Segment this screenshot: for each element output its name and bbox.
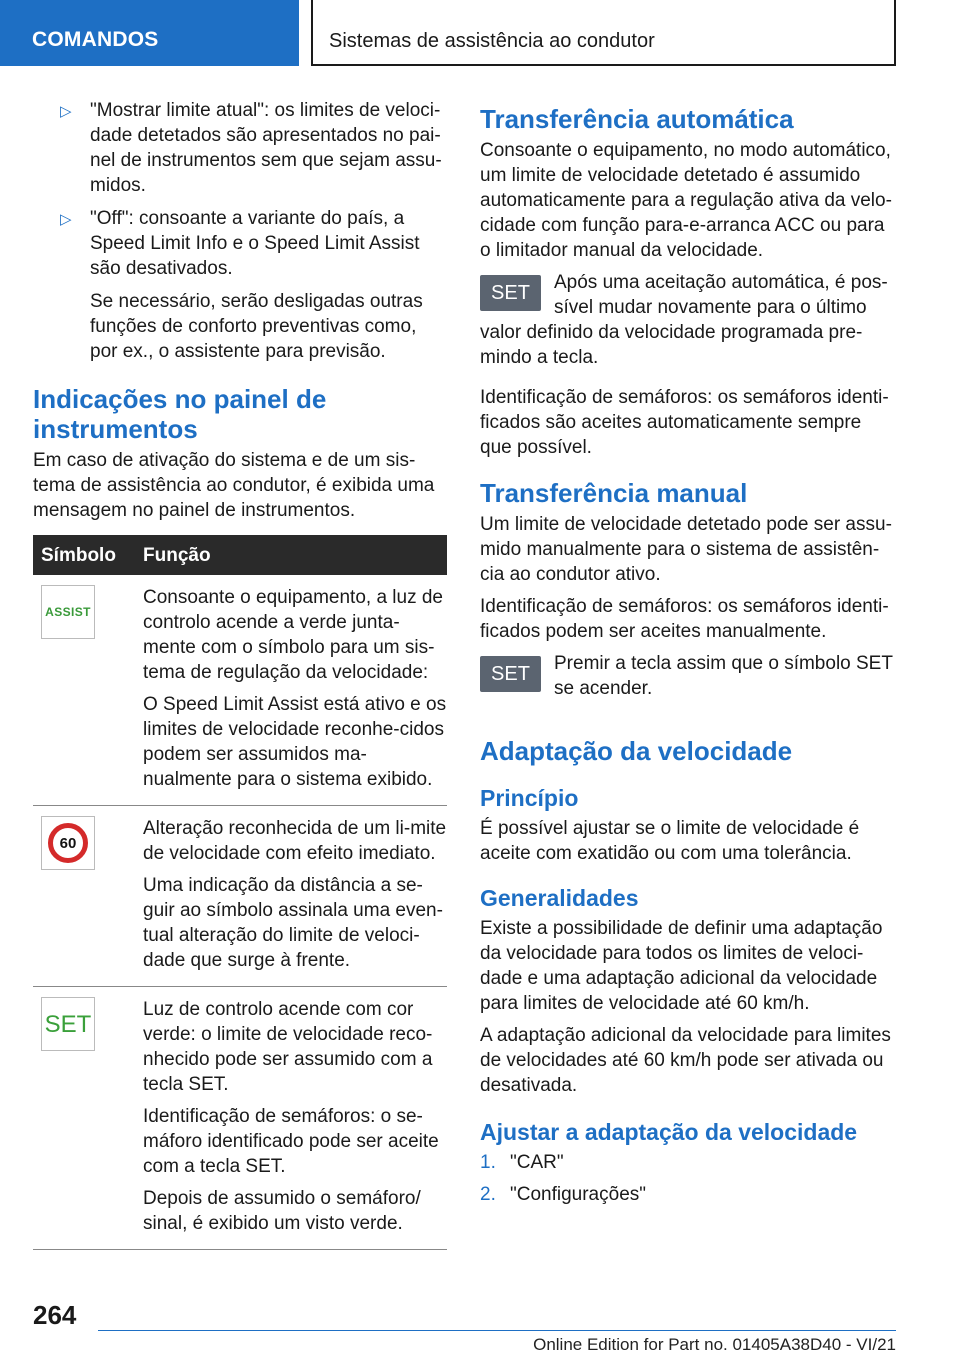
paragraph: Premir a tecla assim que o símbolo SET se acender. bbox=[554, 653, 893, 699]
symbol-table bbox=[33, 535, 447, 1250]
paragraph: Consoante o equipamento, no modo automático, um limite de velocidade detetado é assumido automaticamente para a regulação ativa da velo-cidade com função para-e-arranca ACC ou para o limitador manual da velocidade. bbox=[480, 140, 892, 261]
triangle-bullet-icon: ▷ bbox=[60, 103, 72, 120]
heading-auto-transfer: Transferência automática bbox=[480, 104, 794, 134]
heading-general: Generalidades bbox=[480, 885, 639, 911]
table-row bbox=[33, 806, 447, 987]
list-item bbox=[33, 98, 447, 198]
step-number: 2. bbox=[480, 1184, 496, 1205]
right-column bbox=[480, 98, 896, 1214]
table-row bbox=[33, 987, 447, 1250]
row-text: Alteração reconhecida de um li-mite de velocidade com efeito imediato. bbox=[143, 818, 447, 864]
page-number: 264 bbox=[33, 1300, 77, 1330]
paragraph: Um limite de velocidade detetado pode ser assu-mido manualmente para o sistema de assistên-cia ao condutor ativo. bbox=[480, 514, 892, 585]
row-text: O Speed Limit Assist está ativo e os limites de velocidade reconhe-cidos podem ser assumidos ma-nualmente para o sistema exibido. bbox=[143, 694, 447, 790]
paragraph: A adaptação adicional da velocidade para limites de velocidades até 60 km/h pode ser ativada ou desativada. bbox=[480, 1025, 891, 1096]
paragraph: Identificação de semáforos: os semáforos identi-ficados podem ser aceites manualmente. bbox=[480, 596, 889, 642]
row-text: Depois de assumido o semáforo/ sinal, é exibido um visto verde. bbox=[143, 1188, 421, 1234]
set-indicator-icon: SET bbox=[41, 997, 95, 1051]
heading-principle: Princípio bbox=[480, 785, 579, 811]
table-header-function: Função bbox=[143, 535, 447, 575]
section-heading: Indicações no painel de instrumentos bbox=[33, 384, 327, 444]
list-item bbox=[480, 1150, 896, 1175]
table-header-symbol: Símbolo bbox=[33, 535, 143, 575]
row-text: Consoante o equipamento, a luz de controlo acende a verde junta-mente com o símbolo para um sis-tema de regulação da velocidade: bbox=[143, 587, 443, 683]
row-text: Luz de controlo acende com cor verde: o limite de velocidade reco-nhecido pode ser assumido com a tecla SET. bbox=[143, 999, 433, 1095]
paragraph: Identificação de semáforos: os semáforos identi-ficados são aceites automaticamente sempre que possível. bbox=[480, 387, 889, 458]
row-text: Identificação de semáforos: o se-máforo identificado pode ser aceite com a tecla SET. bbox=[143, 1106, 439, 1177]
heading-adjust: Ajustar a adaptação da velocidade bbox=[480, 1119, 858, 1145]
set-key-icon: SET bbox=[480, 656, 541, 692]
paragraph: Após uma aceitação automática, é pos-sível mudar novamente para o último valor definido da velocidade programada pre-mindo a tecla. bbox=[480, 272, 888, 368]
page-header-title: Sistemas de assistência ao condutor bbox=[329, 30, 655, 52]
table-row bbox=[33, 575, 447, 806]
section-tab bbox=[0, 0, 299, 66]
heading-manual-transfer: Transferência manual bbox=[480, 478, 748, 508]
steps-list bbox=[480, 1150, 896, 1207]
step-text: "Configurações" bbox=[510, 1184, 647, 1205]
intro-paragraph: Em caso de ativação do sistema e de um sis-tema de assistência ao condutor, é exibida uma mensagem no painel de instrumentos. bbox=[33, 450, 435, 521]
step-text: "CAR" bbox=[510, 1152, 564, 1173]
assist-indicator-icon: ASSIST bbox=[41, 585, 95, 639]
list-item bbox=[33, 206, 447, 281]
list-item bbox=[480, 1182, 896, 1207]
list-item-text: "Off": consoante a variante do país, a Speed Limit Info e o Speed Limit Assist são desativados. bbox=[90, 208, 420, 279]
heading-speed-adaptation: Adaptação da velocidade bbox=[480, 736, 793, 766]
page-header bbox=[311, 0, 896, 66]
list-item-continuation: Se necessário, serão desligadas outras funções de conforto preventivas como, por ex., o assistente para previsão. bbox=[90, 291, 423, 362]
edition-footer: Online Edition for Part no. 01405A38D40 - VI/21 bbox=[533, 1335, 896, 1354]
row-text: Uma indicação da distância a se-guir ao símbolo assinala uma even-tual alteração do limite de veloci-dade que surge à frente. bbox=[143, 875, 443, 971]
triangle-bullet-icon: ▷ bbox=[60, 211, 72, 228]
section-label: COMANDOS bbox=[32, 28, 159, 51]
set-key-icon: SET bbox=[480, 275, 541, 311]
list-item-text: "Mostrar limite atual": os limites de veloci-dade detetados são apresentados no pai-nel de instrumentos sem que sejam assu-midos. bbox=[90, 100, 442, 196]
paragraph: Existe a possibilidade de definir uma adaptação da velocidade para todos os limites de veloci-dade e uma adaptação adicional da velocidade para limites de velocidade até 60 km/h. bbox=[480, 918, 883, 1014]
footer-divider bbox=[98, 1330, 896, 1331]
left-column bbox=[33, 98, 447, 1250]
step-number: 1. bbox=[480, 1152, 496, 1173]
paragraph: É possível ajustar se o limite de velocidade é aceite com exatidão ou com uma tolerância. bbox=[480, 818, 860, 864]
speed-limit-sign-icon: 60 bbox=[41, 816, 95, 870]
